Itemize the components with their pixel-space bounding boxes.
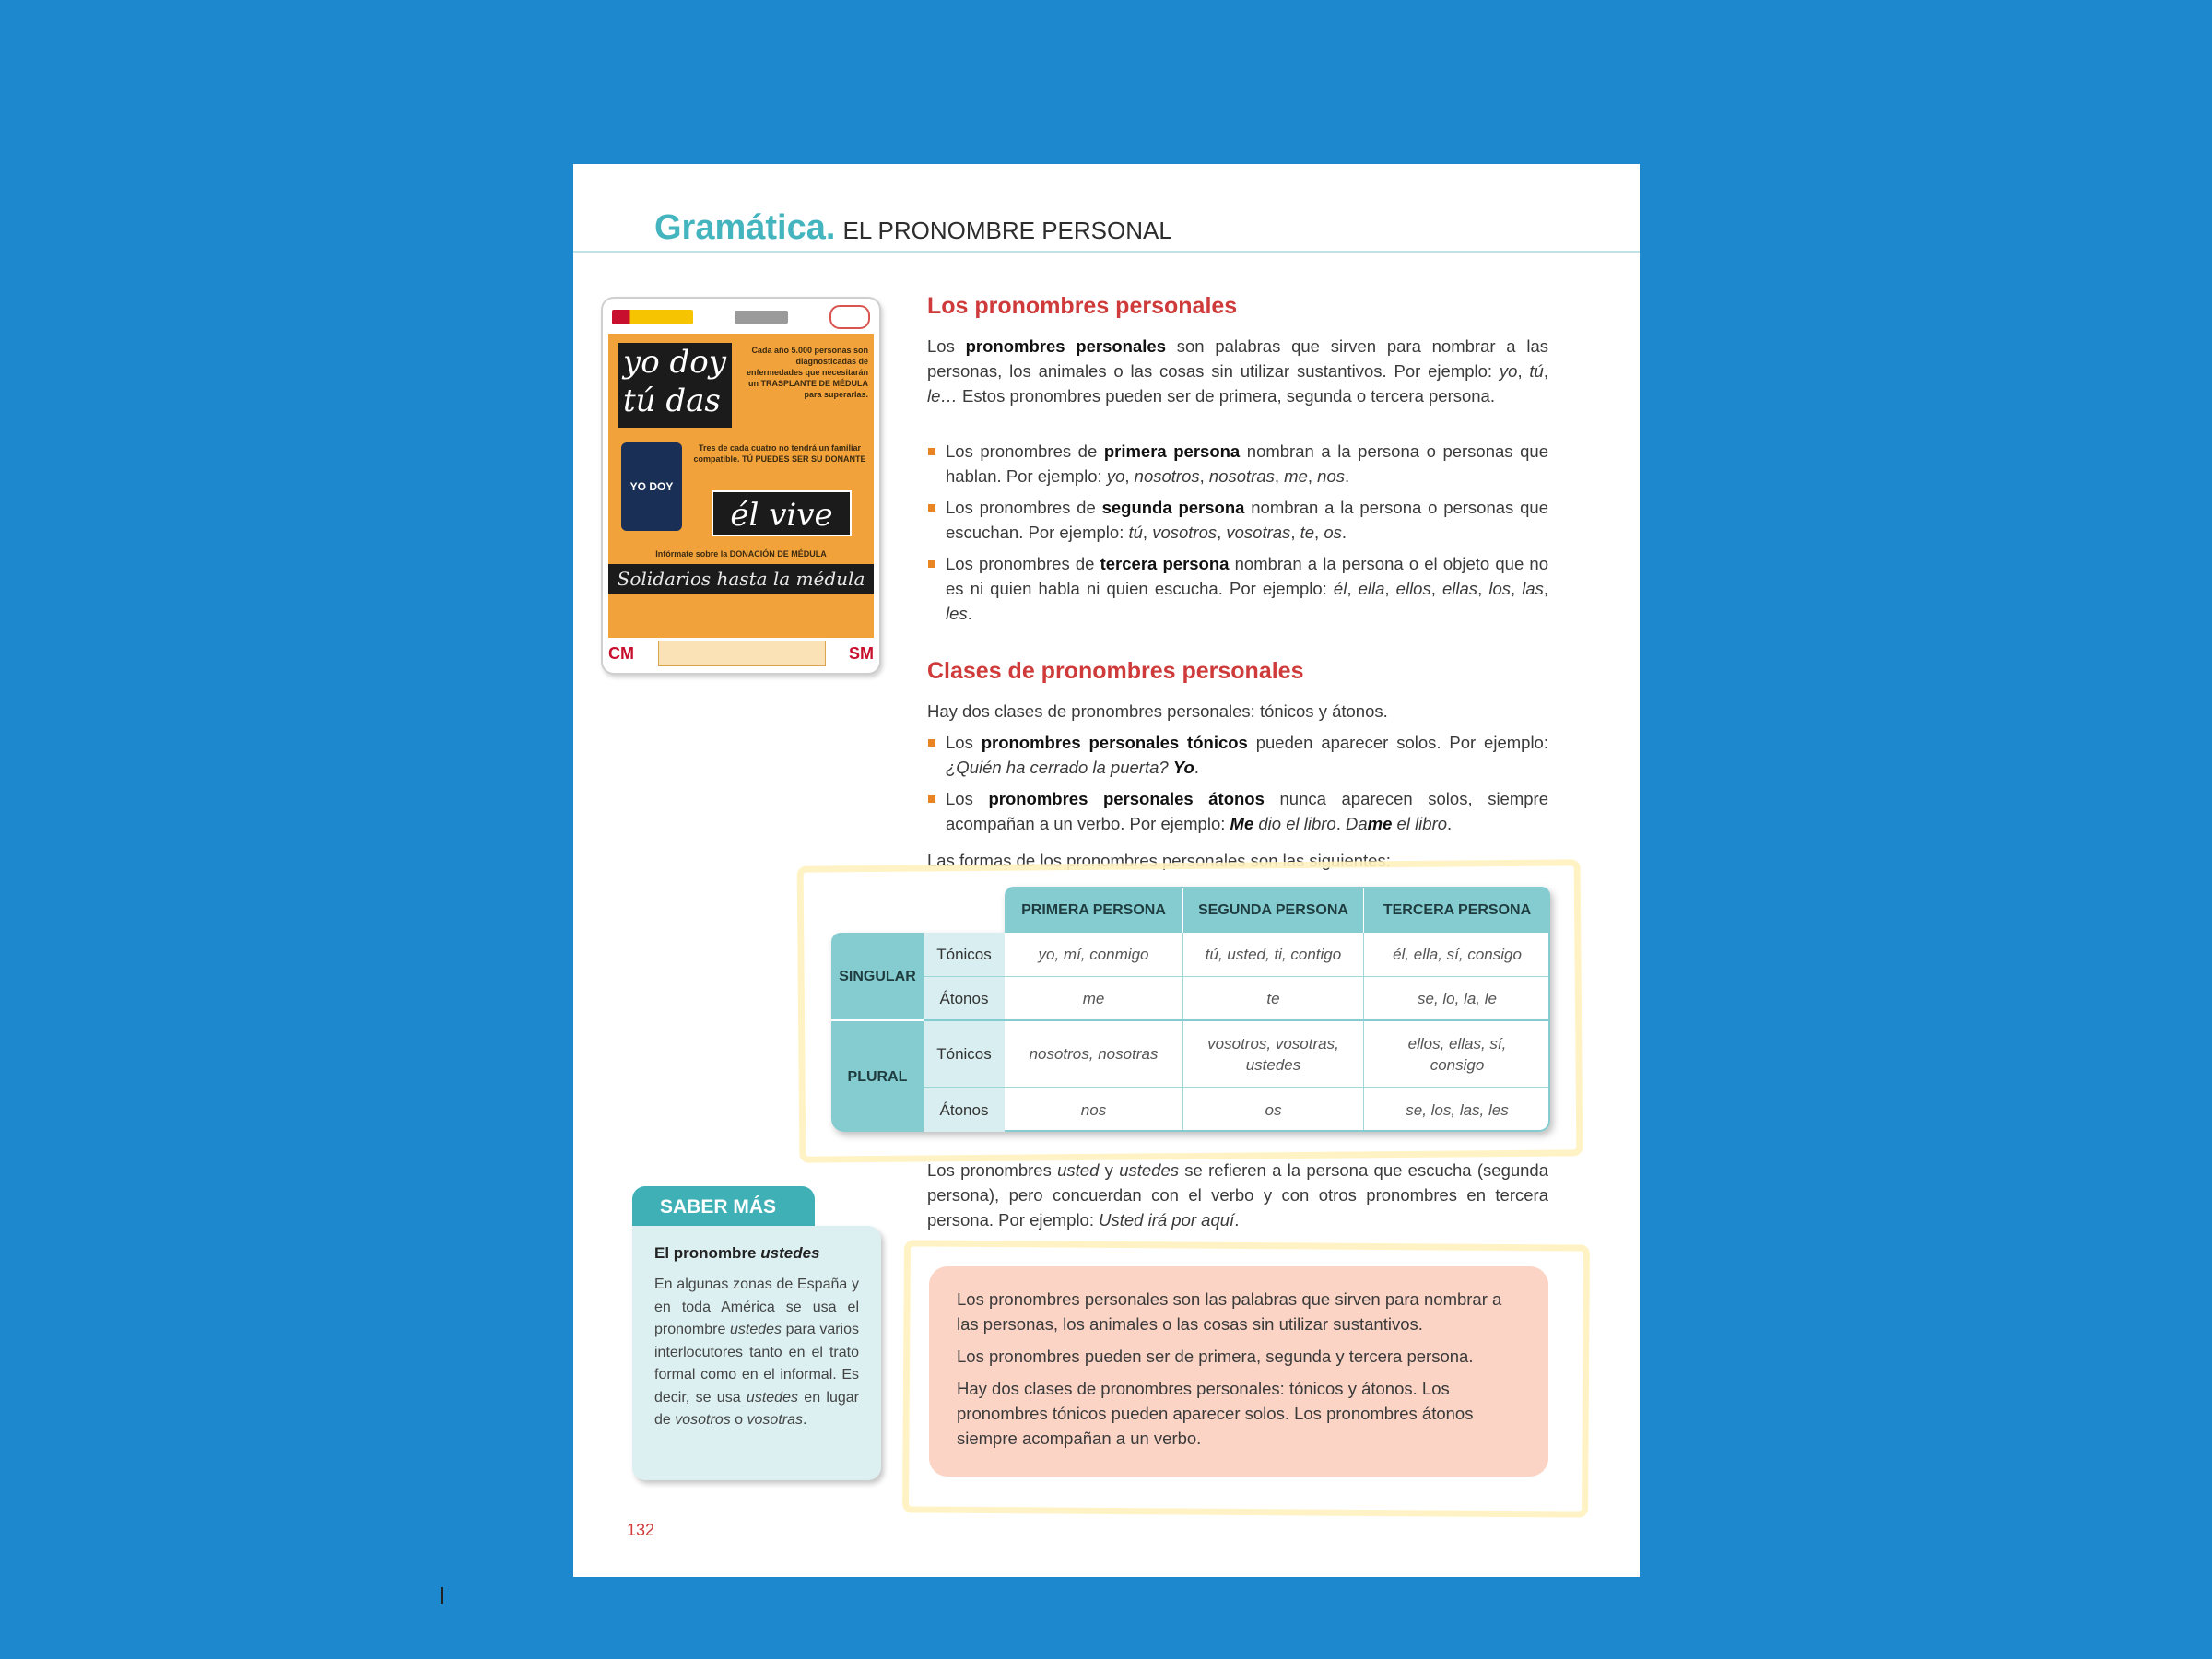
col-header-primera: PRIMERA PERSONA [1005,887,1183,933]
saber-mas-title: El pronombre ustedes [654,1244,820,1262]
cell-plural-tonicos-primera: nosotros, nosotras [1005,1021,1183,1088]
poster-band: Solidarios hasta la médula [608,564,874,594]
summary-box [929,1266,1548,1477]
section-title-pronombres: Los pronombres personales [927,293,1238,319]
poster-footer-left: CM [608,643,634,663]
bullet-segunda-persona: Los pronombres de segunda persona nombran a la persona o personas que escuchan. Por ejemplo: tú, vosotros, vosotras, te, os. [927,495,1548,545]
page-header [654,208,1172,248]
government-logo [612,310,693,324]
cell-plural-tonicos-tercera: ellos, ellas, sí, consigo [1364,1021,1550,1088]
col-header-segunda: SEGUNDA PERSONA [1183,887,1364,933]
row-label-plural-atonos: Átonos [924,1088,1005,1132]
row-label-plural-tonicos: Tónicos [924,1021,1005,1088]
poster-footer-right: SM [849,643,874,663]
bullet-primera-persona: Los pronombres de primera persona nombran a la persona o personas que hablan. Por ejemplo: yo, nosotros, nosotras, me, nos. [927,439,1548,488]
text-cursor [441,1587,443,1604]
saber-mas-tab: SABER MÁS [632,1186,815,1227]
cell-singular-atonos-primera: me [1005,977,1183,1021]
cell-plural-atonos-primera: nos [1005,1088,1183,1132]
usted-note: Los pronombres usted y ustedes se refieren a la persona que escucha (segunda persona), pero concuerdan con el verbo y con otros pronombres en tercera persona. Por ejemplo: Usted irá por aquí. [927,1160,1549,1230]
section1-intro: Los pronombres personales son palabras que sirven para nombrar a las personas, los animales o las cosas sin utilizar sustantivos. Por ejemplo: yo, tú, le… Estos pronombres pueden ser de primera, segunda o tercera persona. [927,336,1549,406]
saber-mas-box [632,1226,881,1480]
pronoun-table [831,887,1550,1132]
poster-line-yo-doy: yo doy [623,344,726,381]
section2-intro: Hay dos clases de pronombres personales: tónicos y átonos. [927,701,1388,721]
bullet-tonicos: Los pronombres personales tónicos pueden aparecer solos. Por ejemplo: ¿Quién ha cerrado la puerta? Yo. [927,730,1548,780]
header-subtitle: EL PRONOMBRE PERSONAL [842,217,1172,244]
row-label-singular-tonicos: Tónicos [924,933,1005,977]
page-number: 132 [627,1521,655,1539]
table-intro: Las formas de los pronombres personales son las siguientes: [927,851,1391,870]
poster-text-mid: Tres de cada cuatro no tendrá un familiar compatible. TÚ PUEDES SER SU DONANTE [693,443,866,464]
saber-mas-text: En algunas zonas de España y en toda América se usa el pronombre ustedes para varios interlocutores tanto en el trato formal como en el informal. Es decir, se usa ustedes en lugar de vosotros o vosotras. [654,1277,859,1428]
bullet-atonos: Los pronombres personales átonos nunca aparecen solos, siempre acompañan a un verbo. Por ejemplo: Me dio el libro. Dame el libro. [927,786,1548,836]
header-divider [573,251,1640,253]
summary-line-3: Hay dos clases de pronombres personales: tónicos y átonos. Los pronombres tónicos pueden aparecer solos. Los pronombres átonos siempre acompañan a un verbo. [957,1379,1474,1448]
poster-info: Infórmate sobre la DONACIÓN DE MÉDULA [655,549,827,559]
cell-singular-tonicos-segunda: tú, usted, ti, contigo [1183,933,1364,977]
ministry-logo [735,311,788,324]
cell-plural-tonicos-segunda: vosotros, vosotras, ustedes [1183,1021,1364,1088]
bullet-tercera-persona: Los pronombres de tercera persona nombran a la persona o el objeto que no es ni quien habla ni quien escucha. Por ejemplo: él, ella, ellos, ellas, los, las, les. [927,551,1548,626]
cell-singular-atonos-segunda: te [1183,977,1364,1021]
poster-contact-box [658,641,826,666]
poster-body [608,334,874,638]
poster-phone: YO DOY [621,442,682,531]
header-title: Gramática. [654,208,836,247]
poster-line-el-vive: él vive [712,490,852,536]
donation-poster [601,297,881,675]
cell-plural-atonos-segunda: os [1183,1088,1364,1132]
textbook-page [573,164,1640,1577]
row-label-singular-atonos: Átonos [924,977,1005,1021]
foundation-logo [830,305,870,329]
poster-footer [608,640,874,667]
cell-singular-atonos-tercera: se, lo, la, le [1364,977,1550,1021]
col-header-tercera: TERCERA PERSONA [1364,887,1550,933]
summary-line-1: Los pronombres personales son las palabras que sirven para nombrar a las personas, los animales o las cosas sin utilizar sustantivos. [957,1289,1502,1334]
cell-singular-tonicos-tercera: él, ella, sí, consigo [1364,933,1550,977]
group-singular: SINGULAR [831,933,924,1021]
section-title-clases: Clases de pronombres personales [927,658,1304,684]
poster-line-tu-das: tú das [623,382,721,419]
poster-chalkboard [618,343,732,428]
summary-line-2: Los pronombres pueden ser de primera, segunda y tercera persona. [957,1347,1474,1366]
cell-singular-tonicos-primera: yo, mí, conmigo [1005,933,1183,977]
group-plural: PLURAL [831,1021,924,1132]
poster-logos [612,304,870,330]
cell-plural-atonos-tercera: se, los, las, les [1364,1088,1550,1132]
poster-text-top: Cada año 5.000 personas son diagnosticadas de enfermedades que necesitarán un TRASPLANTE DE MÉDULA para superarlas. [746,346,868,399]
